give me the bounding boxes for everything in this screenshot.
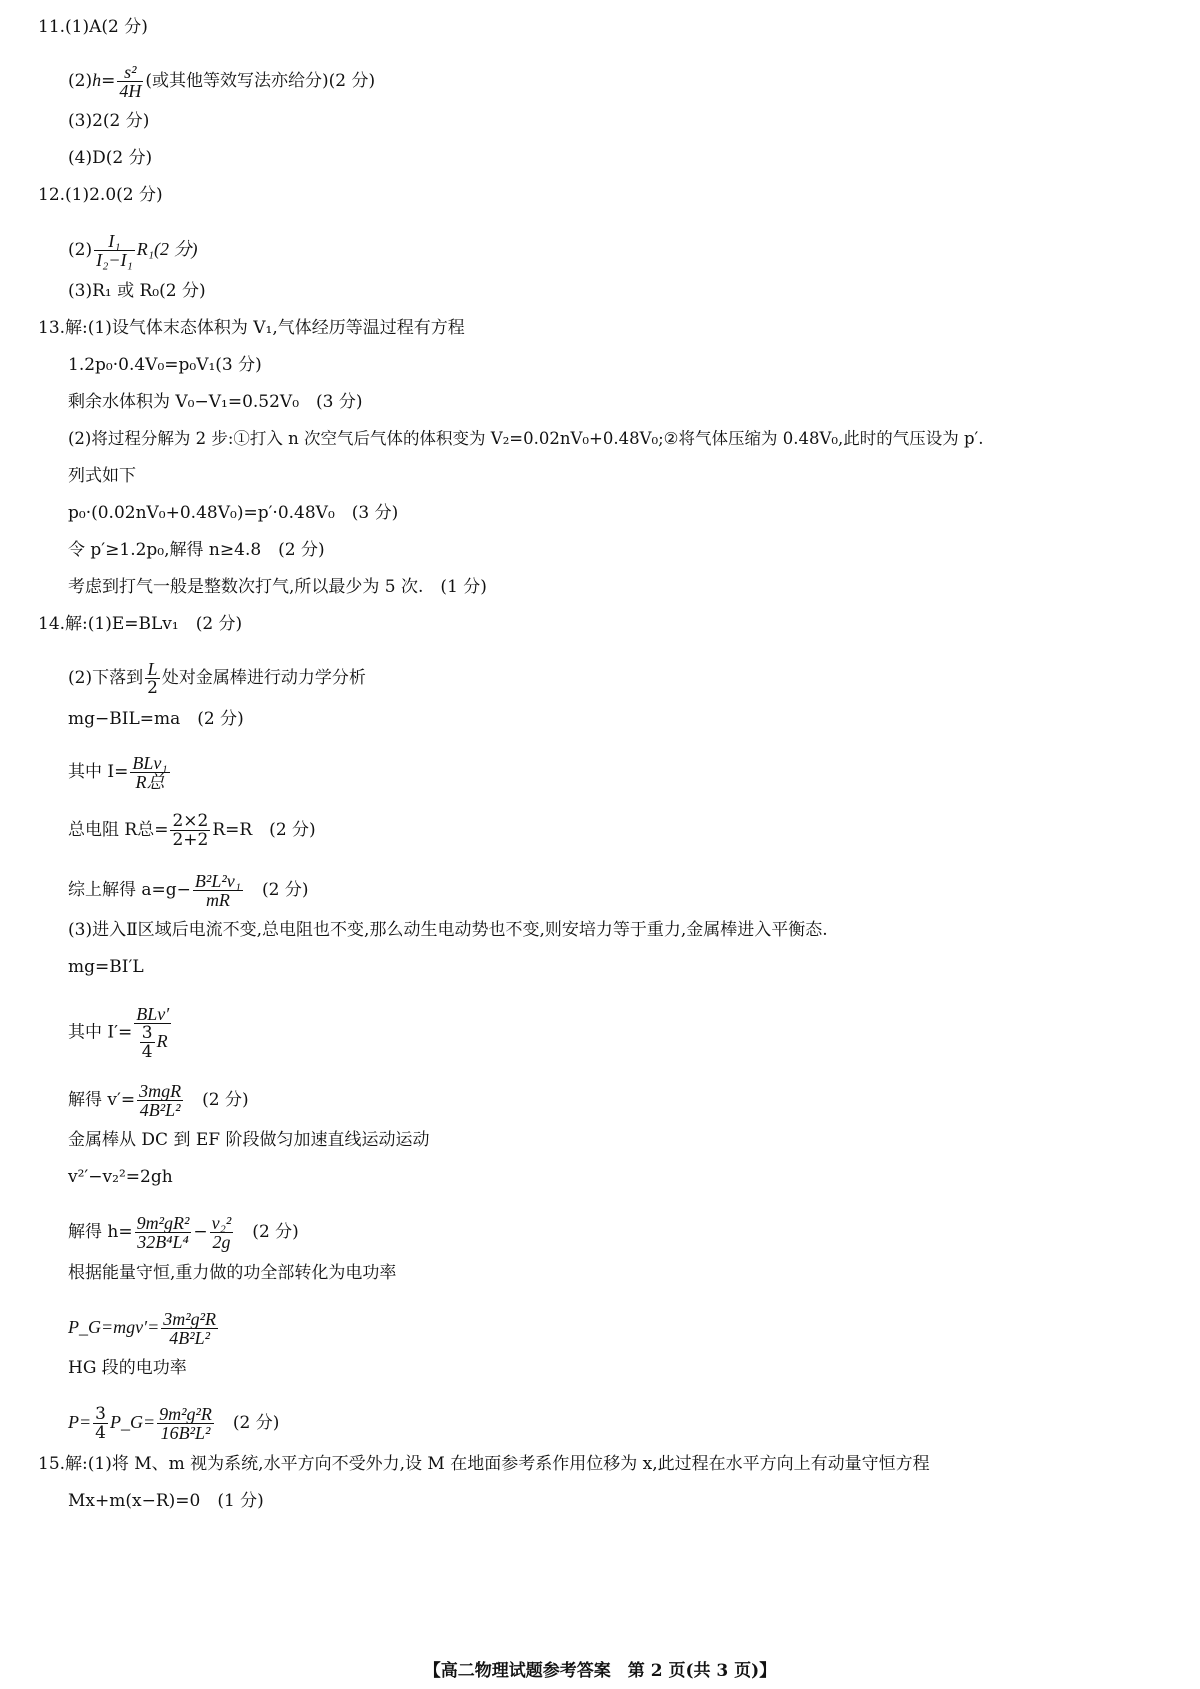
q13-line6: p₀·(0.02nV₀+0.48V₀)=p′·0.48V₀ (3 分) xyxy=(68,503,399,523)
q12-part1: 12.(1)2.0(2 分) xyxy=(38,185,163,205)
q15-line1: 15.解:(1)将 M、m 视为系统,水平方向不受外力,设 M 在地面参考系作用位移为 x,此过程在水平方向上有动量守恒方程 xyxy=(38,1454,930,1474)
q13-line8: 考虑到打气一般是整数次打气,所以最少为 5 次. (1 分) xyxy=(68,577,487,597)
q14-line2: (2)下落到 $\frac{L}{2}$ 处对金属棒进行动力学分析 xyxy=(68,659,366,698)
q11-part3: (3)2(2 分) xyxy=(68,111,150,131)
q14-line8: mg=BI′L xyxy=(68,957,144,977)
q13-line4: (2)将过程分解为 2 步:①打入 n 次空气后气体的体积变为 V₂=0.02nV₀+0.48V₀;②将气体压缩为 0.48V₀,此时的气压设为 p′. xyxy=(68,429,984,448)
q14-line3: mg−BIL=ma (2 分) xyxy=(68,709,244,729)
q14-line12: v²′−v₂²=2gh xyxy=(68,1167,173,1187)
q14-line6: 综上解得 a=g− $\frac{\text{B²L²v₁}}{mR}$ (2 分) xyxy=(68,871,309,910)
q14-line17: P= $\frac{3}{4}$ P_G= $\frac{\text{9m²g²R}}{\text{16B²L²}}$ (2 分) xyxy=(68,1404,280,1443)
q11-part2: (2)h= $\frac{\text{s²}}{4H}$ (或其他等效写法亦给分)(2 分) xyxy=(68,62,376,101)
q14-line16: HG 段的电功率 xyxy=(68,1358,187,1378)
page-footer: 【高二物理试题参考答案 第 2 页(共 3 页)】 xyxy=(423,1661,777,1681)
q13-line3: 剩余水体积为 V₀−V₁=0.52V₀ (3 分) xyxy=(68,392,363,412)
q14-line14: 根据能量守恒,重力做的功全部转化为电功率 xyxy=(68,1263,397,1283)
q14-line10: 解得 v′= $\frac{\text{3mgR}}{\text{4B²L²}}$ (2 分) xyxy=(68,1081,249,1120)
q12-part2: (2) $\frac{\text{I₁}}{\text{I₂−I₁}}$ R₁(2 分) xyxy=(68,231,198,270)
q11-part1: 11.(1)A(2 分) xyxy=(38,17,148,37)
q14-line15: P_G=mgv′= $\frac{\text{3m²g²R}}{\text{4B²L²}}$ xyxy=(68,1309,217,1348)
q12-part3: (3)R₁ 或 R₀(2 分) xyxy=(68,281,206,301)
q14-line1: 14.解:(1)E=BLv₁ (2 分) xyxy=(38,614,243,634)
q11-part4: (4)D(2 分) xyxy=(68,148,153,168)
q11-fraction: $\frac{\text{s²}}{4H}$ xyxy=(119,62,142,101)
q12-fraction: $\frac{\text{I₁}}{\text{I₂−I₁}}$ xyxy=(96,231,133,270)
q13-line2: 1.2p₀·0.4V₀=p₀V₁(3 分) xyxy=(68,355,262,375)
q13-line7: 令 p′≥1.2p₀,解得 n≥4.8 (2 分) xyxy=(68,540,325,560)
q14-line11: 金属棒从 DC 到 EF 阶段做匀加速直线运动运动 xyxy=(68,1130,430,1150)
q14-line7: (3)进入Ⅱ区域后电流不变,总电阻也不变,那么动生电动势也不变,则安培力等于重力,金属棒进入平衡态. xyxy=(68,920,828,940)
q13-line5: 列式如下 xyxy=(68,466,136,486)
q15-line2: Mx+m(x−R)=0 (1 分) xyxy=(68,1491,264,1511)
q13-line1: 13.解:(1)设气体末态体积为 V₁,气体经历等温过程有方程 xyxy=(38,318,465,338)
q14-line4: 其中 I= $\frac{\text{BLv₁}}{\text{R总}}$ xyxy=(68,753,168,792)
q14-line9: 其中 I′= BLv′ $\frac{3}{4}$ R xyxy=(68,1004,170,1062)
q14-line5: 总电阻 R总= $\frac{2\times 2}{2+2}$ R=R (2 分) xyxy=(68,811,316,850)
q14-line13: 解得 h= $\frac{\text{9m²gR²}}{\text{32B⁴L⁴}}$ − $\frac{\text{v₂²}}{2g}$ (2 分) xyxy=(68,1213,299,1252)
